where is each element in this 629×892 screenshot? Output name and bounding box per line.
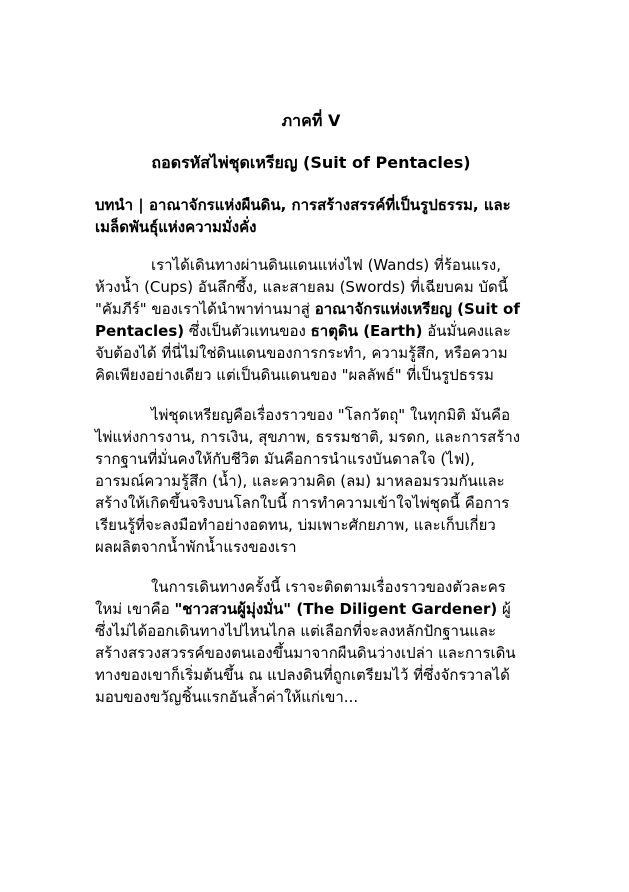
intro-heading: บทนำ | อาณาจักรแห่งผืนดิน, การสร้างสรรค์ที่เป็นรูปธรรม, และเมล็ดพันธุ์แห่งความมั่งคั่ง: [95, 196, 511, 236]
paragraph-2: ไพ่ชุดเหรียญคือเรื่องราวของ "โลกวัตถุ" ในทุกมิติ มันคือไพ่แห่งการงาน, การเงิน, สุขภาพ, ธรรมชาติ, มรดก, และการสร้างรากฐานที่มั่นคงให้กับชีวิต มันคือการนำแรงบันดาลใจ (ไฟ), อารมณ์ความรู้สึก (น้ำ), และความคิด (ลม) มาหลอมรวมกันและสร้างให้เกิดขึ้นจริงบนโลกใบนี้ การทำความเข้าใจไพ่ชุดนี้ คือการเรียนรู้ที่จะลงมือทำอย่างอดทน, บ่มเพาะศักยภาพ, และเก็บเกี่ยวผลผลิตจากน้ำพักน้ำแรงของเรา: [95, 406, 521, 556]
paragraph-3-text-a: ในการเดินทางครั้งนี้ เราจะติดตามเรื่องราวของตัวละครใหม่ เขาคือ: [95, 578, 506, 618]
paragraph-3-bold-gardener: "ชาวสวนผู้มุ่งมั่น" (The Diligent Gardener): [174, 600, 498, 618]
paragraph-3-text-c: ผู้ซึ่งไม่ได้ออกเดินทางไปไหนไกล แต่เลือกที่จะลงหลักปักฐานและสร้างสรวงสวรรค์ของตนเองขึ้นมาจากผืนดินว่างเปล่า และการเดินทางของเขาก็เริ่มต้นขึ้น ณ แปลงดินที่ถูกเตรียมไว้ ที่ซึ่งจักรวาลได้มอบของขวัญชิ้นแรกอันล้ำค่าให้แก่เขา...: [95, 600, 516, 706]
part-title: ภาคที่ V: [281, 111, 341, 130]
paragraph-1: [95, 254, 527, 386]
paragraph-1-text-d: อันมั่นคงและจับต้องได้ ที่นี่ไม่ใช่ดินแดนของการกระทำ, ความรู้สึก, หรือความคิดเพียงอย่างเดียว แต่เป็นดินแดนของ "ผลลัพธ์" ที่เป็นรูปธรรม: [95, 322, 511, 384]
chapter-title: ถอดรหัสไพ่ชุดเหรียญ (Suit of Pentacles): [151, 153, 471, 172]
paragraph-1-text-a: เราได้เดินทางผ่านดินแดนแห่งไฟ (Wands) ที่ร้อนแรง, ห้วงน้ำ (Cups) อันลึกซึ้ง, และสายลม (Swords) ที่เฉียบคม บัดนี้ "คัมภีร์" ของเราได้นำพาท่านมาสู่: [95, 256, 509, 318]
document-body: [95, 110, 527, 726]
paragraph-1-bold-suit: อาณาจักรแห่งเหรียญ (Suit of Pentacles): [95, 300, 520, 340]
paragraph-1-bold-earth: ธาตุดิน (Earth): [310, 322, 423, 340]
paragraph-3: [95, 576, 527, 708]
paragraph-1-text-c: ซึ่งเป็นตัวแทนของ: [184, 322, 311, 340]
